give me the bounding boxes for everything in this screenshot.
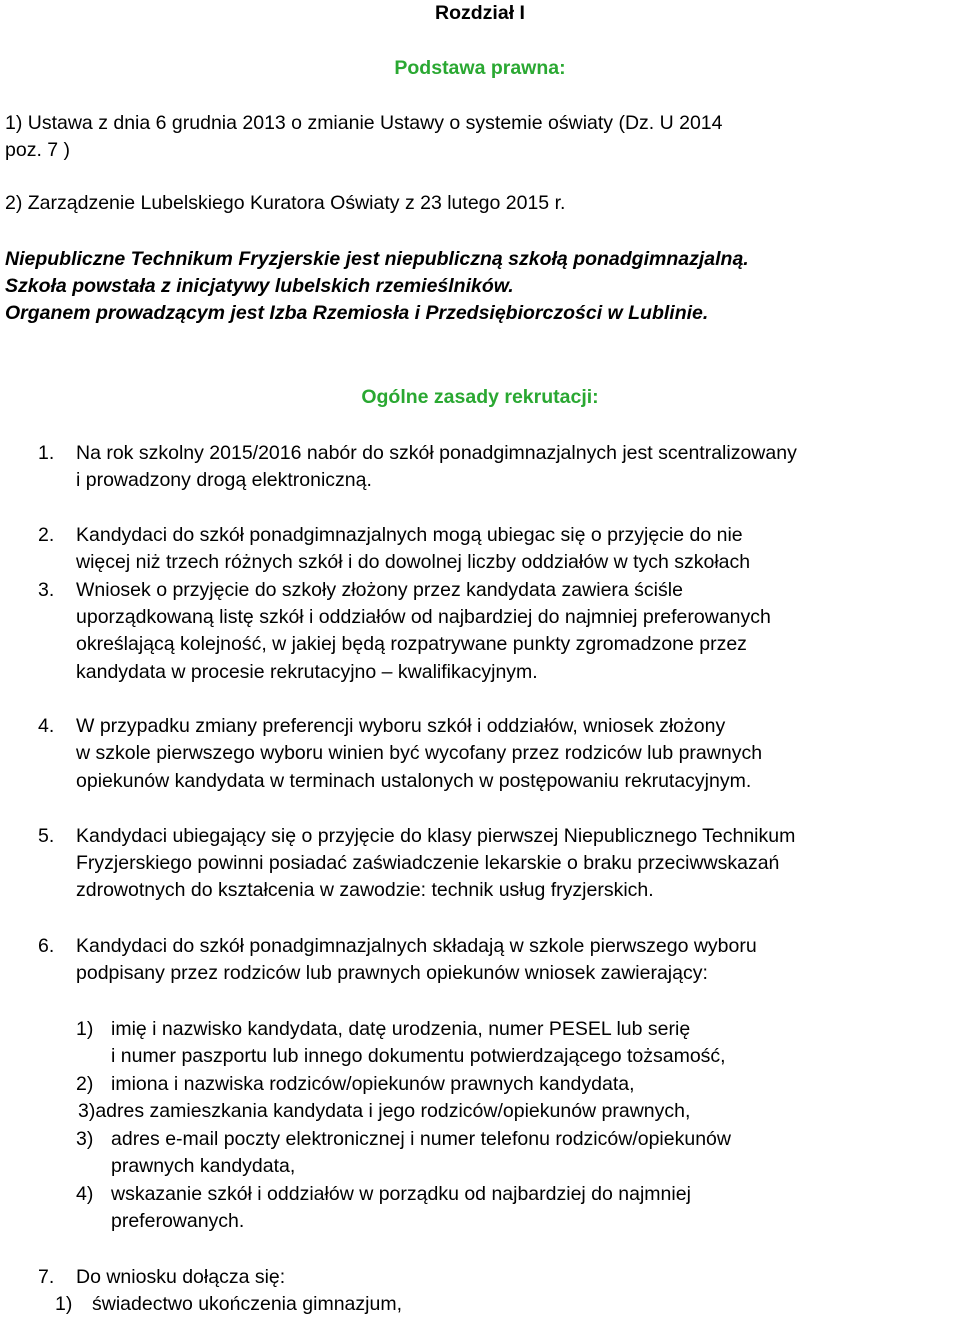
list-item-text: Kandydaci ubiegający się o przyjęcie do klasy pierwszej Niepublicznego Technikum: [76, 825, 796, 847]
chapter-title: Rozdział I: [435, 2, 525, 24]
sub-item-text: prawnych kandydata,: [111, 1155, 296, 1177]
list-item-text: Do wniosku dołącza się:: [76, 1266, 286, 1288]
list-item-text: w szkole pierwszego wyboru winien być wycofany przez rodziców lub prawnych: [76, 742, 763, 764]
list-item-text: Na rok szkolny 2015/2016 nabór do szkół ponadgimnazjalnych jest scentralizowany: [76, 442, 797, 464]
list-item-text: uporządkowaną listę szkół i oddziałów od najbardziej do najmniej preferowanych: [76, 606, 771, 628]
list-item-text: i prowadzony drogą elektroniczną.: [76, 469, 372, 491]
list-item-number: 5.: [38, 825, 55, 847]
sub-item-text: imię i nazwisko kandydata, datę urodzenia, numer PESEL lub serię: [111, 1018, 691, 1040]
list-item-text: opiekunów kandydata w terminach ustalonych w postępowaniu rekrutacyjnym.: [76, 770, 752, 792]
sub-item-number: 3): [76, 1128, 94, 1150]
list-item-text: określającą kolejność, w jakiej będą rozpatrywane punkty zgromadzone przez: [76, 633, 747, 655]
sub-item-text: imiona i nazwiska rodziców/opiekunów prawnych kandydata,: [111, 1073, 635, 1095]
legal-basis-item-2: 2) Zarządzenie Lubelskiego Kuratora Oświaty z 23 lutego 2015 r.: [5, 192, 566, 214]
list-item-number: 2.: [38, 524, 55, 546]
intro-line-2: Szkoła powstała z inicjatywy lubelskich rzemieślników.: [5, 275, 514, 297]
sub-item-number: 1): [76, 1018, 94, 1040]
list-item-number: 4.: [38, 715, 55, 737]
list-item-text: W przypadku zmiany preferencji wyboru szkół i oddziałów, wniosek złożony: [76, 715, 726, 737]
sub-item-text: preferowanych.: [111, 1210, 245, 1232]
list-item-text: podpisany przez rodziców lub prawnych opiekunów wniosek zawierający:: [76, 962, 708, 984]
legal-basis-item-1: 1) Ustawa z dnia 6 grudnia 2013 o zmianie Ustawy o systemie oświaty (Dz. U 2014: [5, 112, 723, 134]
list-item-text: więcej niż trzech różnych szkół i do dowolnej liczby oddziałów w tych szkołach: [76, 551, 751, 573]
list-item-text: Kandydaci do szkół ponadgimnazjalnych mogą ubiegac się o przyjęcie do nie: [76, 524, 743, 546]
list-item-number: 1.: [38, 442, 55, 464]
sub-item-number: 1): [55, 1293, 73, 1315]
list-item-text: kandydata w procesie rekrutacyjno – kwalifikacyjnym.: [76, 661, 538, 683]
sub-item-text: 3)adres zamieszkania kandydata i jego rodziców/opiekunów prawnych,: [78, 1100, 691, 1122]
sub-item-number: 2): [76, 1073, 94, 1095]
list-item-text: Wniosek o przyjęcie do szkoły złożony przez kandydata zawiera ściśle: [76, 579, 683, 601]
list-item-number: 6.: [38, 935, 55, 957]
sub-item-text: wskazanie szkół i oddziałów w porządku od najbardziej do najmniej: [111, 1183, 691, 1205]
sub-item-text: i numer paszportu lub innego dokumentu potwierdzającego tożsamość,: [111, 1045, 726, 1067]
legal-basis-item-1-cont: poz. 7 ): [5, 139, 71, 161]
list-item-number: 7.: [38, 1266, 55, 1288]
intro-line-3: Organem prowadzącym jest Izba Rzemiosła i Przedsiębiorczości w Lublinie.: [5, 302, 709, 324]
list-item-text: Kandydaci do szkół ponadgimnazjalnych składają w szkole pierwszego wyboru: [76, 935, 757, 957]
list-item-number: 3.: [38, 579, 55, 601]
intro-line-1: Niepubliczne Technikum Fryzjerskie jest niepubliczną szkołą ponadgimnazjalną.: [5, 248, 749, 270]
list-item-text: zdrowotnych do kształcenia w zawodzie: technik usług fryzjerskich.: [76, 879, 654, 901]
list-item-text: Fryzjerskiego powinni posiadać zaświadczenie lekarskie o braku przeciwwskazań: [76, 852, 780, 874]
sub-item-number: 4): [76, 1183, 94, 1205]
rules-heading: Ogólne zasady rekrutacji:: [361, 386, 599, 408]
sub-item-text: świadectwo ukończenia gimnazjum,: [92, 1293, 402, 1315]
legal-basis-heading: Podstawa prawna:: [394, 57, 566, 79]
sub-item-text: adres e-mail poczty elektronicznej i numer telefonu rodziców/opiekunów: [111, 1128, 731, 1150]
